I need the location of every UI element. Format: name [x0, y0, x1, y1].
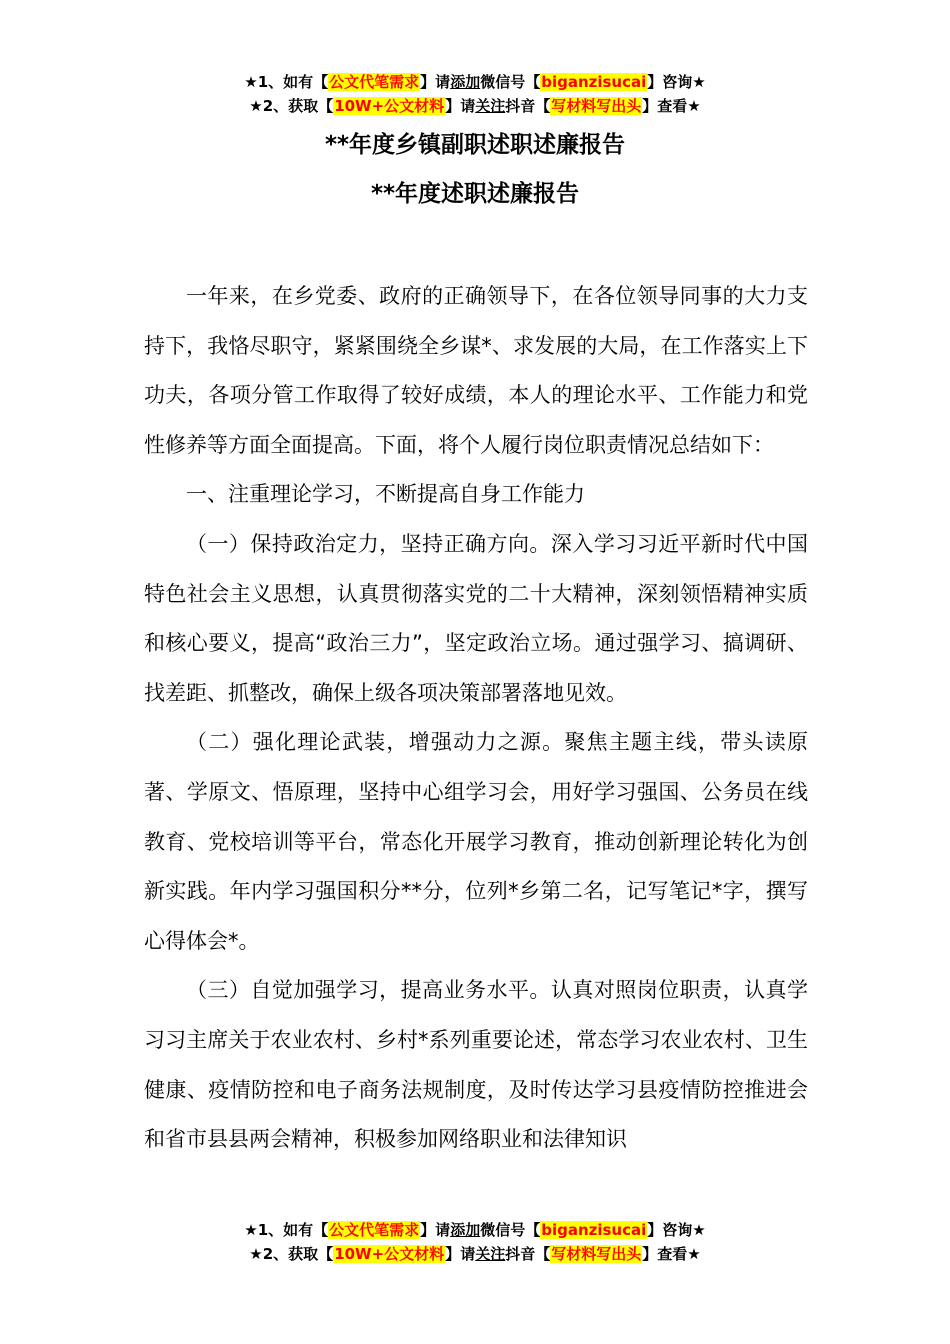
promo-text: 抖音【 — [505, 97, 551, 115]
promo-highlight: 公文代笔需求 — [329, 1221, 420, 1239]
promo-text: ★1、如有【 — [244, 73, 329, 91]
promo-text: 抖音【 — [505, 1245, 551, 1263]
promo-line-2 — [0, 94, 950, 118]
promo-text: 】请 — [420, 73, 451, 91]
promo-banner-bottom — [0, 1218, 950, 1266]
promo-highlight: 10W+公文材料 — [334, 1245, 445, 1263]
promo-text: 微信号【 — [480, 1221, 541, 1239]
promo-text: 】查看★ — [642, 97, 701, 115]
promo-text: 】咨询★ — [647, 73, 706, 91]
promo-highlight: biganzisucai — [541, 1221, 647, 1239]
body-paragraph: 一年来，在乡党委、政府的正确领导下，在各位领导同事的大力支持下，我恪尽职守，紧紧围绕全乡谋*、求发展的大局，在工作落实上下功夫，各项分管工作取得了较好成绩，本人的理论水平、工作能力和党性修养等方面全面提高。下面，将个人履行岗位职责情况总结如下： — [144, 284, 808, 457]
promo-underlined-text: 关注 — [475, 97, 506, 115]
promo-text: 】请 — [420, 1221, 451, 1239]
promo-text: 微信号【 — [480, 73, 541, 91]
promo-highlight: 公文代笔需求 — [329, 73, 420, 91]
document-title: **年度乡镇副职述职述廉报告 — [324, 132, 626, 158]
promo-text: 】查看★ — [642, 1245, 701, 1263]
body-paragraph: （一）保持政治定力，坚持正确方向。深入学习习近平新时代中国特色社会主义思想，认真贯彻落实党的二十大精神，深刻领悟精神实质和核心要义，提高“政治三力”，坚定政治立场。通过强学习、搞调研、找差距、抓整改，确保上级各项决策部署落地见效。 — [144, 531, 808, 705]
promo-text: ★2、获取【 — [249, 1245, 334, 1263]
promo-text: 】咨询★ — [647, 1221, 706, 1239]
promo-text: ★2、获取【 — [249, 97, 334, 115]
body-paragraph: （三）自觉加强学习，提高业务水平。认真对照岗位职责，认真学习习主席关于农业农村、乡村*系列重要论述，常态学习农业农村、卫生健康、疫情防控和电子商务法规制度，及时传达学习县疫情防控推进会和省市县县两会精神，积极参加网络职业和法律知识 — [144, 978, 808, 1152]
promo-highlight: 写材料写出头 — [551, 97, 642, 115]
promo-underlined-text: 添加 — [450, 73, 481, 91]
promo-underlined-text: 添加 — [450, 1221, 481, 1239]
body-paragraph: （二）强化理论武装，增强动力之源。聚焦主题主线，带头读原著、学原文、悟原理，坚持中心组学习会，用好学习强国、公务员在线教育、党校培训等平台，常态化开展学习教育，推动创新理论转化为创新实践。年内学习强国积分**分，位列*乡第二名，记写笔记*字，撰写心得体会*。 — [144, 730, 808, 953]
promo-underlined-text: 关注 — [475, 1245, 506, 1263]
promo-text: ★1、如有【 — [244, 1221, 329, 1239]
promo-highlight: biganzisucai — [541, 73, 647, 91]
promo-line-1 — [0, 70, 950, 94]
promo-banner-top — [0, 70, 950, 118]
document-subtitle: **年度述职述廉报告 — [370, 181, 580, 207]
document-body — [144, 272, 808, 1165]
promo-line-1 — [0, 1218, 950, 1242]
section-heading: 一、注重理论学习，不断提高自身工作能力 — [186, 482, 585, 507]
promo-highlight: 10W+公文材料 — [334, 97, 445, 115]
promo-line-2 — [0, 1242, 950, 1266]
promo-text: 】请 — [445, 1245, 476, 1263]
promo-text: 】请 — [445, 97, 476, 115]
promo-highlight: 写材料写出头 — [551, 1245, 642, 1263]
